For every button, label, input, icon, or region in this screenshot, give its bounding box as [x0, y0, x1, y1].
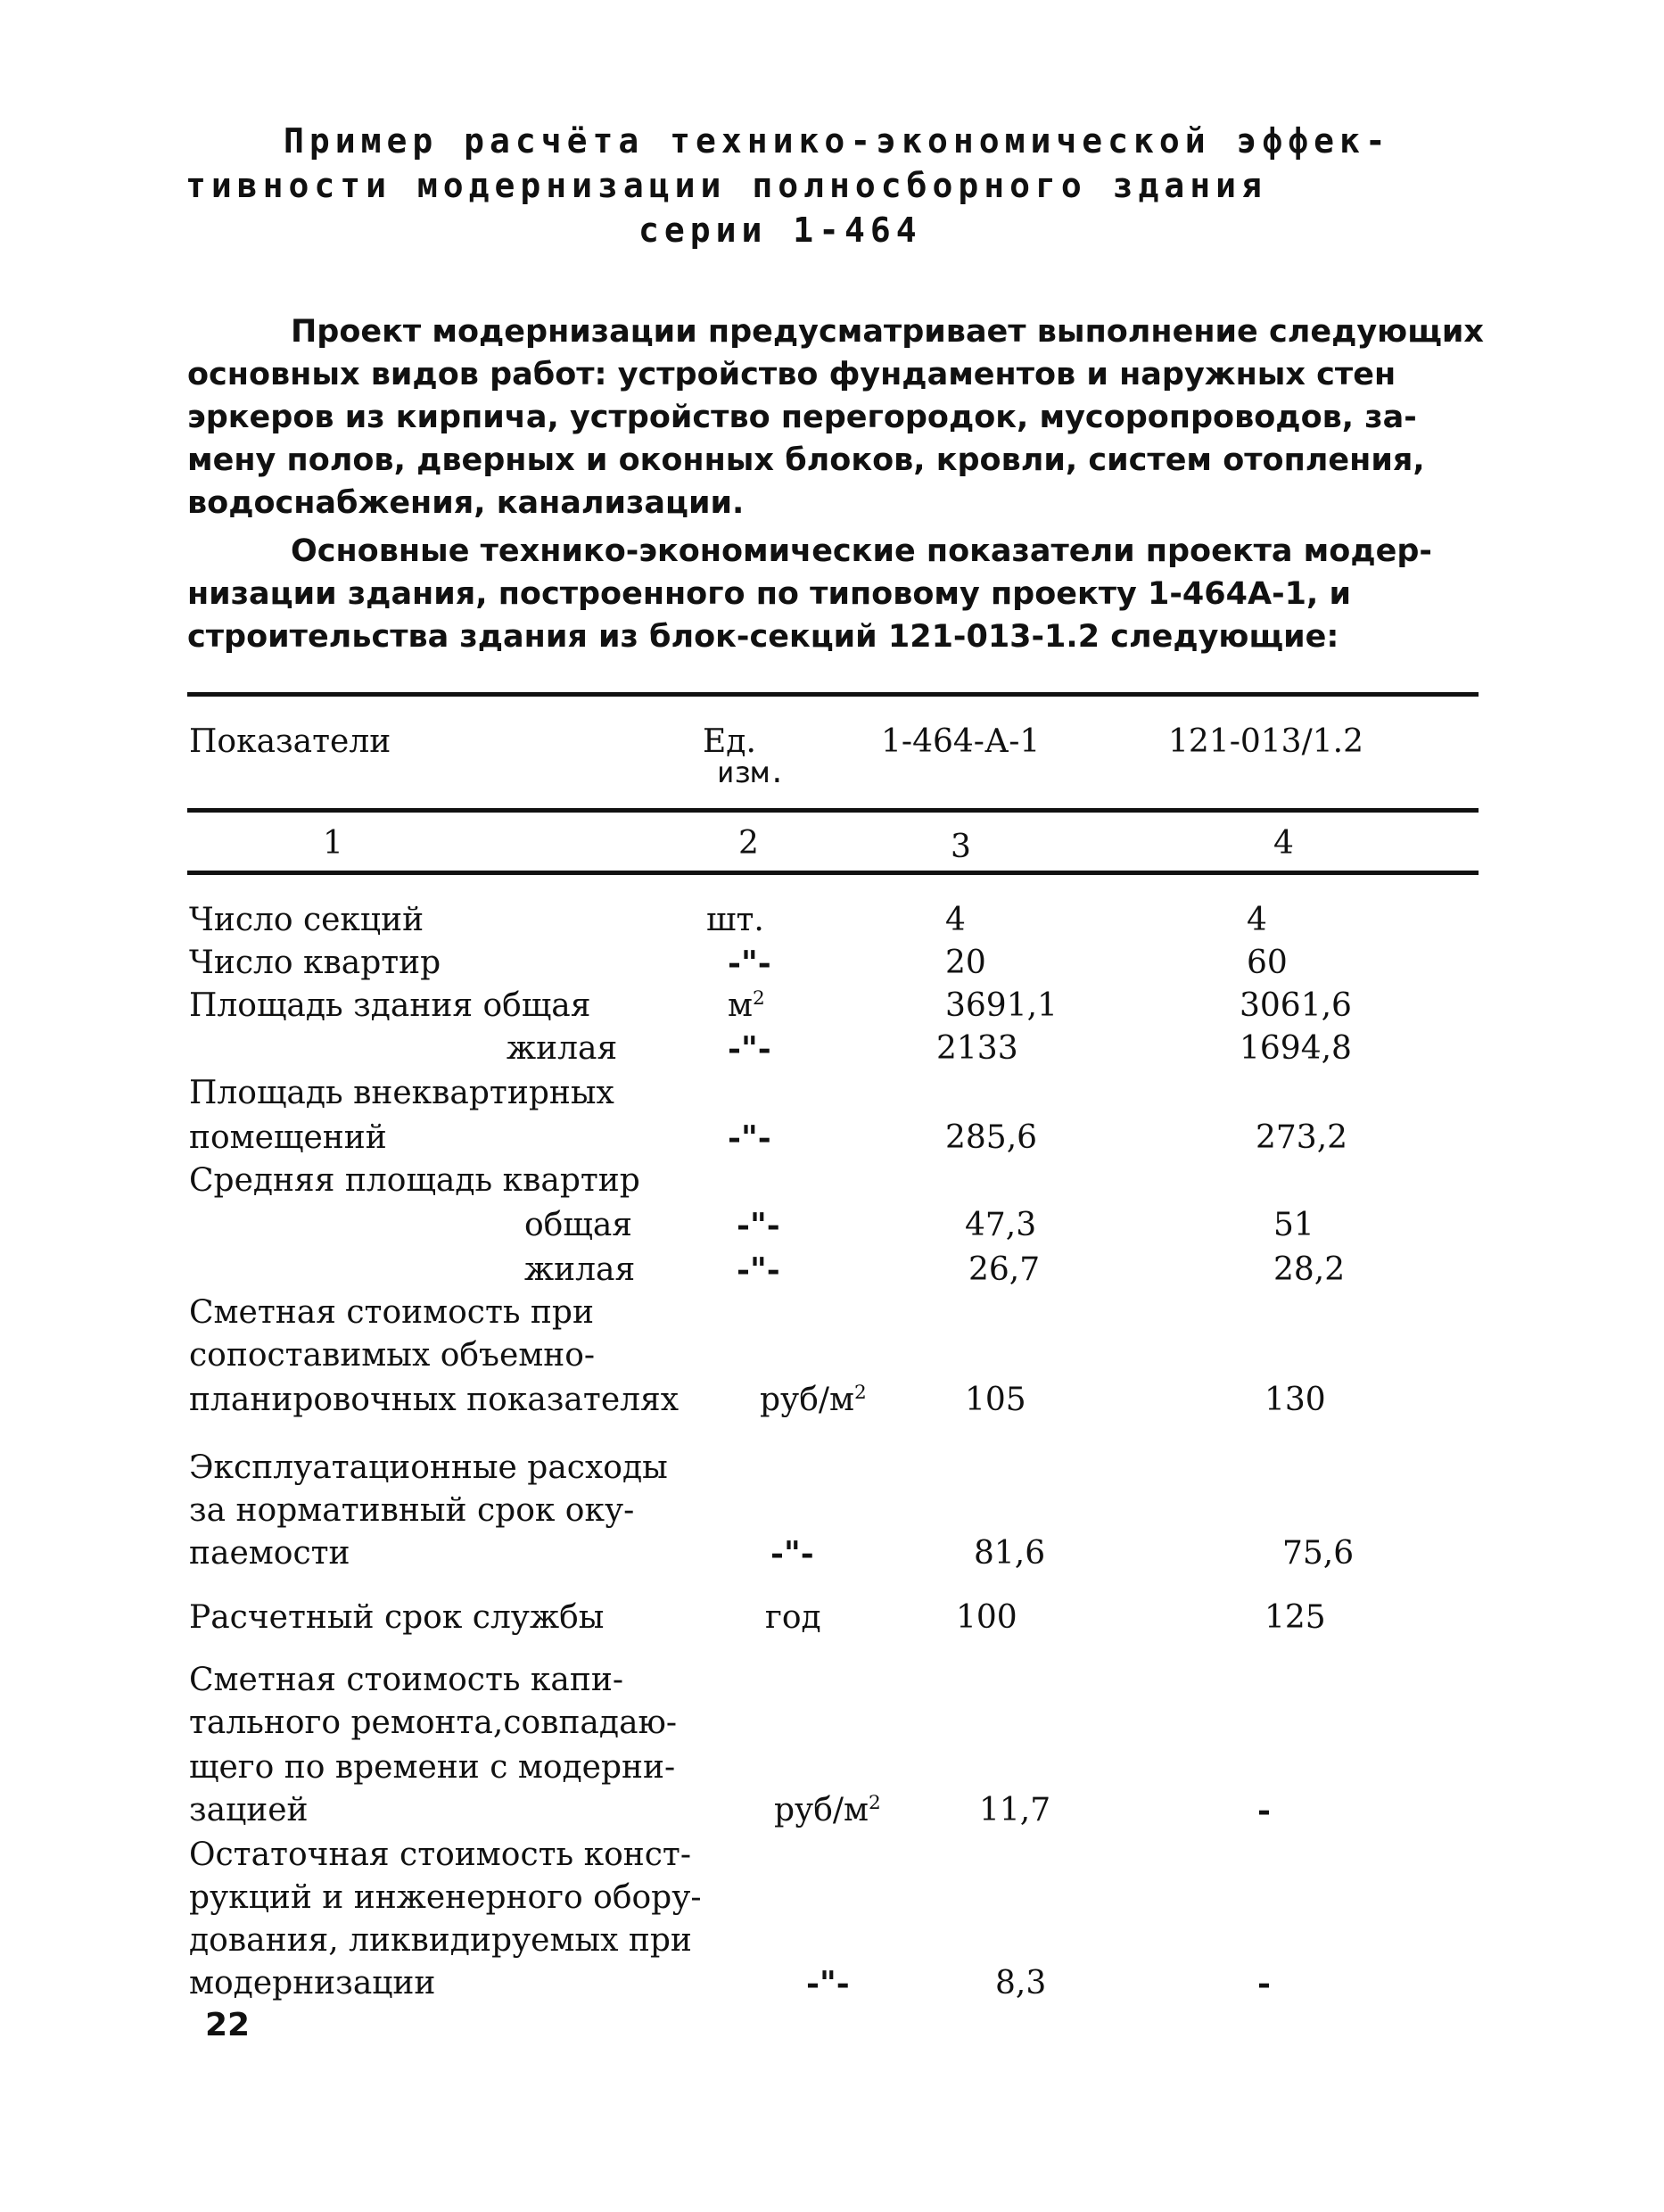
col-number-2: 2: [738, 825, 759, 862]
header-unit-line-2: изм.: [717, 755, 787, 789]
row-nonapartment-v2: 273,2: [1256, 1119, 1348, 1156]
row-residual-label-2: рукций и инженерного обору-: [189, 1879, 702, 1916]
row-apartments-label: Число квартир: [189, 945, 441, 981]
row-est-cost-label-1: Сметная стоимость при: [189, 1294, 594, 1331]
col-numbers-bottom-rule: [187, 871, 1479, 875]
row-service-life-v2: 125: [1264, 1599, 1326, 1636]
paragraph-2-line-3: строительства здания из блок-секций 121-013-1.2 следующие:: [187, 619, 1339, 655]
row-capital-repair-label-3: щего по времени с модерни-: [189, 1749, 676, 1786]
row-avg-total-v1: 47,3: [965, 1207, 1037, 1243]
row-service-life-unit: год: [765, 1599, 821, 1636]
row-avg-area-label: Средняя площадь квартир: [189, 1162, 640, 1199]
row-residual-label-4: модернизации: [189, 1965, 436, 2002]
row-apartments-v1: 20: [945, 945, 986, 981]
header-col-3: 1-464-А-1: [881, 723, 1041, 760]
row-avg-total-label: общая: [524, 1207, 632, 1243]
row-operating-unit: -"-: [770, 1535, 814, 1572]
row-capital-repair-label-4: зацией: [189, 1792, 309, 1828]
row-area-living-label: жилая: [507, 1030, 618, 1067]
row-est-cost-v1: 105: [965, 1382, 1026, 1418]
page-number: 22: [205, 2007, 251, 2043]
col-number-3: 3: [951, 829, 971, 865]
paragraph-1-line-1: Проект модернизации предусматривает выполнение следующих: [291, 314, 1484, 350]
row-residual-label-1: Остаточная стоимость конст-: [189, 1836, 692, 1873]
row-est-cost-label-2: сопоставимых объемно-: [189, 1337, 596, 1374]
paragraph-1-line-2: основных видов работ: устройство фундаментов и наружных стен: [187, 357, 1396, 392]
row-area-total-v2: 3061,6: [1240, 987, 1352, 1024]
header-col-4: 121-013/1.2: [1168, 723, 1363, 760]
row-area-total-label: Площадь здания общая: [189, 987, 591, 1024]
row-nonapartment-label-1: Площадь внеквартирных: [189, 1075, 614, 1111]
paragraph-1-line-4: мену полов, дверных и оконных блоков, кровли, систем отопления,: [187, 442, 1425, 478]
unit-base: м: [728, 987, 754, 1024]
unit-base: руб/м: [774, 1792, 869, 1828]
row-sections-v1: 4: [945, 902, 966, 938]
unit-sup: 2: [854, 1382, 867, 1404]
header-bottom-rule: [187, 808, 1479, 813]
header-indicator: Показатели: [189, 723, 391, 760]
row-residual-v2: -: [1257, 1965, 1271, 2002]
unit-base: руб/м: [760, 1382, 855, 1418]
row-operating-v1: 81,6: [974, 1535, 1046, 1572]
unit-sup: 2: [753, 987, 765, 1010]
row-apartments-v2: 60: [1247, 945, 1288, 981]
unit-sup: 2: [869, 1792, 881, 1814]
col-number-1: 1: [323, 825, 343, 862]
row-area-living-v2: 1694,8: [1240, 1030, 1352, 1067]
row-operating-label-3: паемости: [189, 1535, 350, 1572]
row-operating-label-1: Эксплуатационные расходы: [189, 1449, 668, 1486]
row-avg-total-v2: 51: [1273, 1207, 1314, 1243]
row-avg-living-v1: 26,7: [968, 1251, 1041, 1288]
col-number-4: 4: [1273, 825, 1294, 862]
row-capital-repair-v1: 11,7: [979, 1792, 1051, 1828]
row-area-living-v1: 2133: [936, 1030, 1018, 1067]
row-service-life-v1: 100: [956, 1599, 1017, 1636]
row-nonapartment-v1: 285,6: [945, 1119, 1038, 1156]
row-avg-living-label: жилая: [524, 1251, 636, 1288]
row-residual-label-3: дования, ликвидируемых при: [189, 1922, 692, 1959]
row-est-cost-label-3: планировочных показателях: [189, 1382, 679, 1418]
title-line-3: серии 1-464: [638, 210, 922, 250]
paragraph-2-line-2: низации здания, построенного по типовому проекту 1-464А-1, и: [187, 576, 1351, 612]
row-residual-unit: -"-: [806, 1965, 850, 2002]
paragraph-1-line-5: водоснабжения, канализации.: [187, 485, 745, 521]
row-avg-living-v2: 28,2: [1273, 1251, 1346, 1288]
title-line-2: тивности модернизации полносборного здания: [185, 166, 1267, 205]
row-area-total-v1: 3691,1: [945, 987, 1058, 1024]
row-operating-label-2: за нормативный срок оку-: [189, 1492, 635, 1529]
row-apartments-unit: -"-: [728, 945, 771, 982]
row-area-total-unit: [728, 988, 765, 1024]
row-capital-repair-label-1: Сметная стоимость капи-: [189, 1662, 624, 1698]
row-est-cost-unit: [760, 1382, 867, 1418]
row-avg-living-unit: -"-: [737, 1251, 780, 1289]
row-sections-unit: шт.: [706, 902, 764, 938]
table-top-rule: [187, 692, 1479, 697]
row-capital-repair-v2: -: [1257, 1792, 1271, 1829]
row-service-life-label: Расчетный срок службы: [189, 1599, 605, 1636]
title-line-1: Пример расчёта технико-экономической эффек-: [284, 121, 1391, 161]
row-nonapartment-unit: -"-: [728, 1119, 771, 1157]
row-area-living-unit: -"-: [728, 1030, 771, 1068]
paragraph-2-line-1: Основные технико-экономические показатели проекта модер-: [291, 533, 1432, 569]
row-residual-v1: 8,3: [995, 1965, 1047, 2002]
row-sections-v2: 4: [1247, 902, 1267, 938]
row-operating-v2: 75,6: [1282, 1535, 1355, 1572]
row-nonapartment-label-2: помещений: [189, 1119, 387, 1156]
row-avg-total-unit: -"-: [737, 1207, 780, 1244]
row-capital-repair-unit: [774, 1793, 881, 1828]
header-unit-line-1: Ед.: [703, 723, 756, 760]
paragraph-1-line-3: эркеров из кирпича, устройство перегородок, мусоропроводов, за-: [187, 400, 1417, 435]
row-sections-label: Число секций: [189, 902, 424, 938]
row-capital-repair-label-2: тального ремонта,совпадаю-: [189, 1704, 678, 1741]
row-est-cost-v2: 130: [1264, 1382, 1326, 1418]
